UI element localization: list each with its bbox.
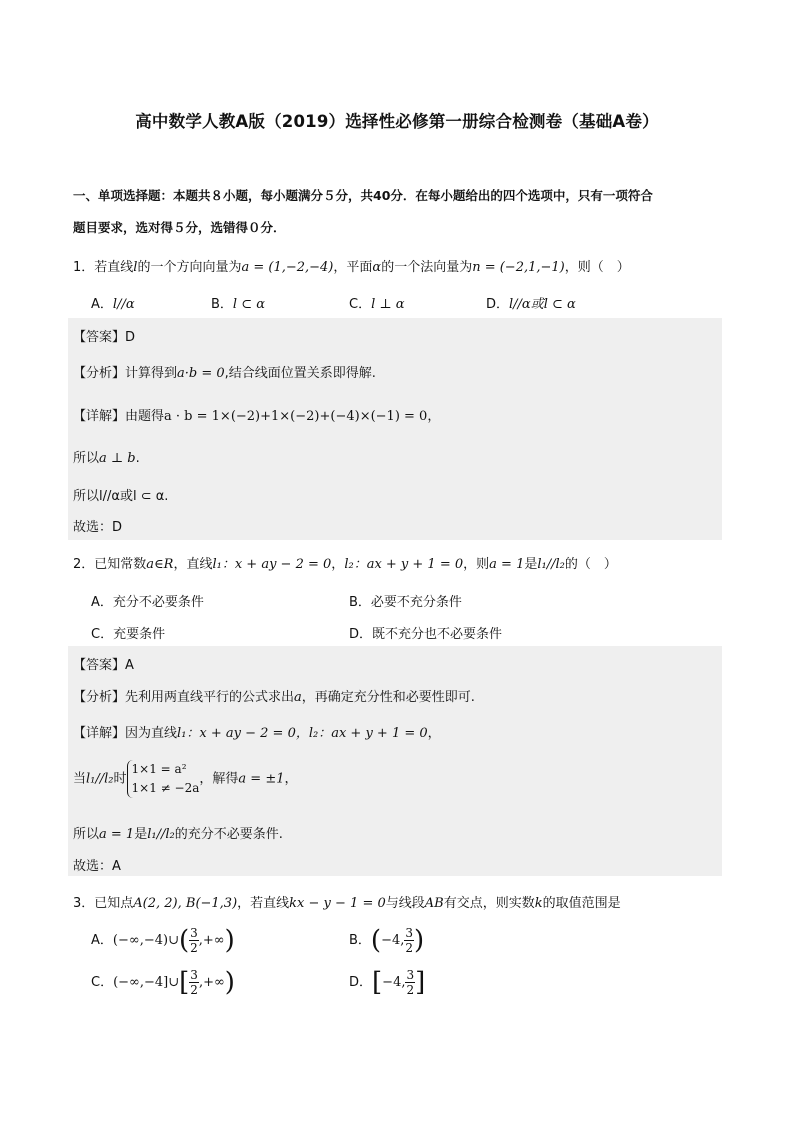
section-header-line2: 题目要求，选对得５分，选错得０分． [73, 220, 286, 235]
q2-option-c: C．充要条件 [91, 627, 166, 642]
q1-option-c: C．l ⊥ α [349, 297, 405, 312]
q1-option-d: D．l//α或l ⊂ α [486, 297, 576, 312]
q1-option-a: A．l//α [91, 297, 135, 312]
question-1-stem: 1．若直线l的一个方向向量为a = (1,−2,−4)，平面α的一个法向量为n = (−2,1,−1)，则（ ） [73, 260, 630, 275]
q1-answer: 【答案】D [73, 330, 136, 345]
q2-answer: 【答案】A [73, 658, 134, 673]
q2-option-d: D．既不充分也不必要条件 [349, 627, 503, 642]
q1-detail-line3: 所以l//α或l ⊂ α. [73, 489, 169, 504]
q1-detail-line2: 所以a ⊥ b. [73, 451, 140, 466]
question-3-stem: 3．已知点A(2, 2), B(−1,3)，若直线kx − y − 1 = 0与线段AB有交点，则实数k的取值范围是 [73, 896, 621, 911]
q2-detail-system: 当l₁//l₂时 1×1 = a² 1×1 ≠ −2a ，解得a = ±1， [73, 760, 298, 798]
q1-choose: 故选：D [73, 520, 123, 535]
q1-solution-box [68, 318, 722, 540]
equation-system: 1×1 = a² 1×1 ≠ −2a [127, 760, 200, 798]
q3-option-b: B．(−4, $\frac{3}{2}$ ) [349, 925, 425, 956]
q1-analysis: 【分析】计算得到a·b = 0,结合线面位置关系即得解. [73, 366, 376, 381]
vector-a: a = (1,−2,−4) [241, 260, 334, 275]
q3-option-c: C．(−∞,−4]∪[ $\frac{3}{2}$ ,+∞) [91, 967, 235, 998]
q1-detail: 【详解】由题得a · b = 1×(−2)+1×(−2)+(−4)×(−1) = 0， [73, 409, 441, 424]
vector-n: n = (−2,1,−1) [472, 260, 565, 275]
question-2-stem: 2．已知常数a∈R，直线l₁：x + ay − 2 = 0，l₂：ax + y + 1 = 0，则a = 1是l₁//l₂的（ ） [73, 557, 617, 572]
page-title: 高中数学人教A版（2019）选择性必修第一册综合检测卷（基础A卷） [135, 112, 659, 131]
q3-option-d: D．[−4, $\frac{3}{2}$ ] [349, 967, 426, 998]
section-header-line1: 一、单项选择题：本题共８小题，每小题满分５分，共40分．在每小题给出的四个选项中，只有一项符合 [73, 188, 653, 203]
q3-option-a: A．(−∞,−4)∪( $\frac{3}{2}$ ,+∞) [91, 925, 235, 956]
q2-option-b: B．必要不充分条件 [349, 595, 462, 610]
q2-conclusion: 所以a = 1是l₁//l₂的充分不必要条件. [73, 827, 283, 842]
q1-option-b: B．l ⊂ α [211, 297, 266, 312]
q2-option-a: A．充分不必要条件 [91, 595, 204, 610]
q2-choose: 故选：A [73, 859, 121, 874]
q2-analysis: 【分析】先利用两直线平行的公式求出a，再确定充分性和必要性即可. [73, 690, 475, 705]
q2-detail: 【详解】因为直线l₁：x + ay − 2 = 0，l₂：ax + y + 1 = 0， [73, 726, 441, 741]
